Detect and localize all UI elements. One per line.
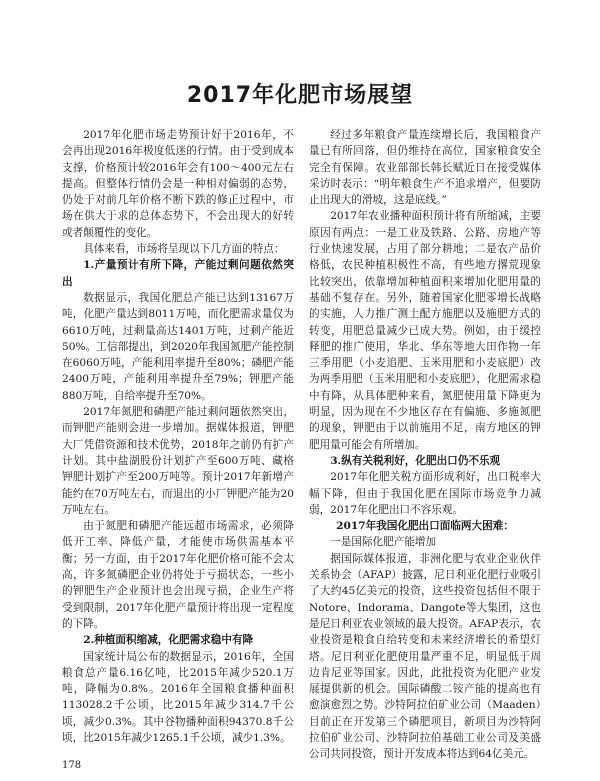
paragraph: 数据显示，我国化肥总产能已达到13167万吨，化肥产量达到8011万吨，而化肥需求量仅为6610万吨，过剩量高达1401万吨，过剩产能近50%。工信部提出，到2020年我国氮肥产能控制在6060万吨，产能利用率提升至80%；磷肥产能2400万吨，产能利用率提升至79%；钾肥产能880万吨，自给率提升至70%。: [62, 291, 294, 402]
right-column: [309, 127, 541, 763]
paragraph: 由于氮肥和磷肥产能远超市场需求，必须降低开工率、降低产量，才能使市场供需基本平衡；另一方面，由于2017年化肥价格可能不会太高，许多氮磷肥企业仍将处于亏损状态，一些小的钾肥生产企业预计也会出现亏损，企业生产将受到限制，2017年化肥产量预计将出现一定程度的下降。: [62, 520, 294, 630]
paragraph: 据国际媒体报道，非洲化肥与农业企业伙伴关系协会（AFAP）披露，尼日利亚化肥行业吸引了大约45亿美元的投资，这些投资包括但不限于Notore、Indorama、Dangote等大集团，这也是尼日利亚农业领域的最大投资。AFAP表示，农业投资是粮食自给转变和未来经济增长的希望灯塔。尼日利亚化肥使用量严重不足，明显低于周边肯尼亚等国家。因此，此批投资为化肥产业发展提供新的机会。国际磷酸二铵产能的提高也有愈演愈烈之势。沙特阿拉伯矿业公司（Maaden）目前正在开发第三个磷肥项目，新项目为沙特阿拉伯矿业公司、沙特阿拉伯基础工业公司及美盛公司共同投资，预计开发成本将达到64亿美元。: [309, 552, 541, 761]
section-heading: 3.纵有关税利好，化肥出口仍不乐观: [330, 454, 501, 467]
paragraph: 一是国际化肥产能增加: [330, 536, 437, 549]
paragraph: 2017年农业播种面积预计将有所缩减，主要原因有两点：一是工业及铁路、公路、房地产等行业快速发展，占用了部分耕地；二是农产品价格低，农民种植积极性不高，有些地方撂荒现象比较突出，依靠增加种植面积来增加化肥用量的基础不复存在。另外，随着国家化肥零增长战略的实施，人力推广测土配方施肥以及施肥方式的转变，用肥总量减少已成大势。例如，由于缓控释肥的推广使用，华北、华东等地大田作物一年三季用肥（小麦追肥、玉米用肥和小麦底肥）改为两季用肥（玉米用肥和小麦底肥），化肥需求稳中有降，从具体肥种来看，氮肥使用量下降更为明显，因为现在不少地区存在有偏施、多施氮肥的现象，钾肥由于以前施用不足，南方地区的钾肥用量可能会有所增加。: [309, 210, 541, 451]
left-column: [62, 127, 294, 746]
paragraph: 国家统计局公布的数据显示，2016年，全国粮食总产量6.16亿吨，比2015年减少520.1万吨，降幅为0.8%。2016年全国粮食播种面积113028.2千公顷，比2015年减少314.7千公顷，减少0.3%。其中谷物播种面积94370.8千公顷，比2015年减少1265.1千公顷，减少1.3%。: [62, 650, 294, 744]
paragraph: 2017年氮肥和磷肥产能过剩问题依然突出，而钾肥产能则会进一步增加。据媒体报道，钾肥大厂凭借资源和技术优势，2018年之前仍有扩产计划。其中盐湖股份计划扩产至600万吨、藏格钾肥计划扩产至200万吨等。预计2017年新增产能约在70万吨左右，而退出的小厂钾肥产能为20万吨左右。: [62, 406, 294, 516]
section-heading: 2.种植面积缩减，化肥需求稳中有降: [83, 634, 254, 647]
paragraph: 具体来看，市场将呈现以下几方面的特点：: [83, 243, 285, 256]
page-number: 178: [62, 760, 82, 771]
section-heading: 1.产量预计有所下降，产能过剩问题依然突出: [62, 259, 294, 288]
paragraph: 2017年化肥关税方面形成利好，出口税率大幅下降，但由于我国化肥在国际市场竞争力减弱，2017年化肥出口不容乐观。: [309, 471, 541, 516]
paragraph: 2017年化肥市场走势预计好于2016年，不会再出现2016年极度低迷的行情。由于受到成本支撑，价格预计较2016年会有100～400元左右提高。但整体行情仍会是一种相对偏弱的态势，仍处于对前几年价格不断下跌的修正过程中，市场在供大于求的总体态势下，不会出现大的好转或者颠覆性的变化。: [62, 129, 294, 239]
paragraph: 经过多年粮食产量连续增长后，我国粮食产量已有所回落，但仍维持在高位，国家粮食安全完全有保障。农业部部长韩长赋近日在接受媒体采访时表示：“明年粮食生产不追求增产，但要防止出现大的滑坡，这是底线。”: [309, 129, 541, 207]
section-heading: 2017年我国化肥出口面临两大困难：: [336, 520, 514, 533]
page-title: 2017年化肥市场展望: [186, 83, 414, 108]
